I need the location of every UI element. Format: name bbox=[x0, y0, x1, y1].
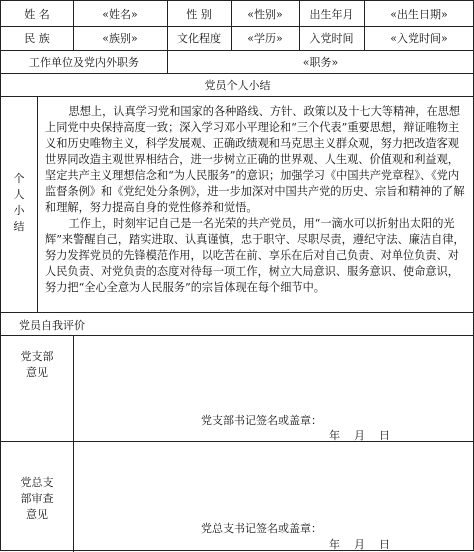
branch-opinion-label bbox=[1, 349, 73, 381]
branch-opinion-label-line1: 党支部 bbox=[20, 350, 54, 363]
general-branch-opinion-label-line2: 部审查 bbox=[20, 492, 54, 505]
general-branch-opinion-label bbox=[1, 475, 73, 523]
birth-value[interactable]: «出生日期» bbox=[390, 7, 448, 21]
education-label: 文化程度 bbox=[177, 32, 221, 45]
general-branch-opinion-field[interactable] bbox=[73, 441, 474, 551]
col-divider bbox=[37, 96, 38, 312]
summary-paragraph-1: 思想上，认真学习党和国家的各种路线、方针、政策以及十七大等精神，在思想上同党中央保持高度一致；深入学习邓小平理论和“三个代表”重要思想，辩证唯物主义和历史唯物主义，科学发展观、正确政绩观和马克思主义群众观，努力把改造客观世界同改造主观世界相结合，进一步树立正确的世界观、人生观、价值观和利益观，坚定共产主义理想信念和“为人民服务”的意识；加强学习《中国共产党章程》、《党内监督条例》和《党纪处分条例》，进一步加深对中国共产党的历史、宗旨和精神的了解和理解，努力提高自身的党性修养和觉悟。 bbox=[45, 105, 465, 214]
row-divider bbox=[1, 312, 473, 313]
ethnic-value[interactable]: «族别» bbox=[102, 32, 138, 45]
join-date-label: 入党时间 bbox=[309, 32, 354, 45]
self-eval-label: 党员自我评价 bbox=[19, 319, 85, 332]
name-value[interactable]: «姓名» bbox=[102, 7, 138, 21]
row-divider bbox=[1, 96, 473, 97]
summary-text[interactable] bbox=[45, 104, 467, 296]
general-branch-opinion-label-line3: 意见 bbox=[26, 508, 48, 521]
summary-side-label: 个人小结 bbox=[13, 172, 25, 233]
general-branch-sign-text: 党总支书记签名或盖章： bbox=[201, 522, 322, 535]
position-value[interactable]: «职务» bbox=[302, 55, 339, 69]
branch-date-text: 年 月 日 bbox=[329, 429, 390, 442]
general-branch-date-text: 年 月 日 bbox=[329, 538, 390, 551]
name-label: 姓 名 bbox=[24, 7, 50, 21]
gender-value[interactable]: «性别» bbox=[247, 7, 283, 21]
general-branch-opinion-label-line1: 党总支 bbox=[20, 476, 54, 489]
ethnic-label: 民 族 bbox=[24, 32, 50, 45]
join-date-value[interactable]: «入党时间» bbox=[390, 32, 448, 45]
branch-opinion-field[interactable] bbox=[73, 335, 474, 441]
position-label: 工作单位及党内外职务 bbox=[29, 55, 139, 69]
summary-paragraph-2: 工作上，时刻牢记自己是一名光荣的共产党员，用“一滴水可以折射出太阳的光辉”来警醒自己，踏实进取、认真谨慎，忠于职守、尽职尽责，遵纪守法、廉洁自律，努力发挥党员的先锋模范作用，以吃苦在前、享乐在后对自己负责、对单位负责、对人民负责、对党负责的态度对待每一项工作，树立大局意识、服务意识、使命意识，努力把“全心全意为人民服务”的宗旨体现在每个细节中。 bbox=[45, 217, 465, 294]
summary-heading: 党员个人小结 bbox=[204, 78, 271, 92]
birth-label: 出生年月 bbox=[309, 7, 354, 21]
branch-opinion-label-line2: 意见 bbox=[26, 366, 48, 379]
branch-sign-text: 党支部书记签名或盖章： bbox=[201, 414, 322, 427]
gender-label: 性 别 bbox=[186, 7, 212, 21]
education-value[interactable]: «学历» bbox=[247, 32, 283, 45]
